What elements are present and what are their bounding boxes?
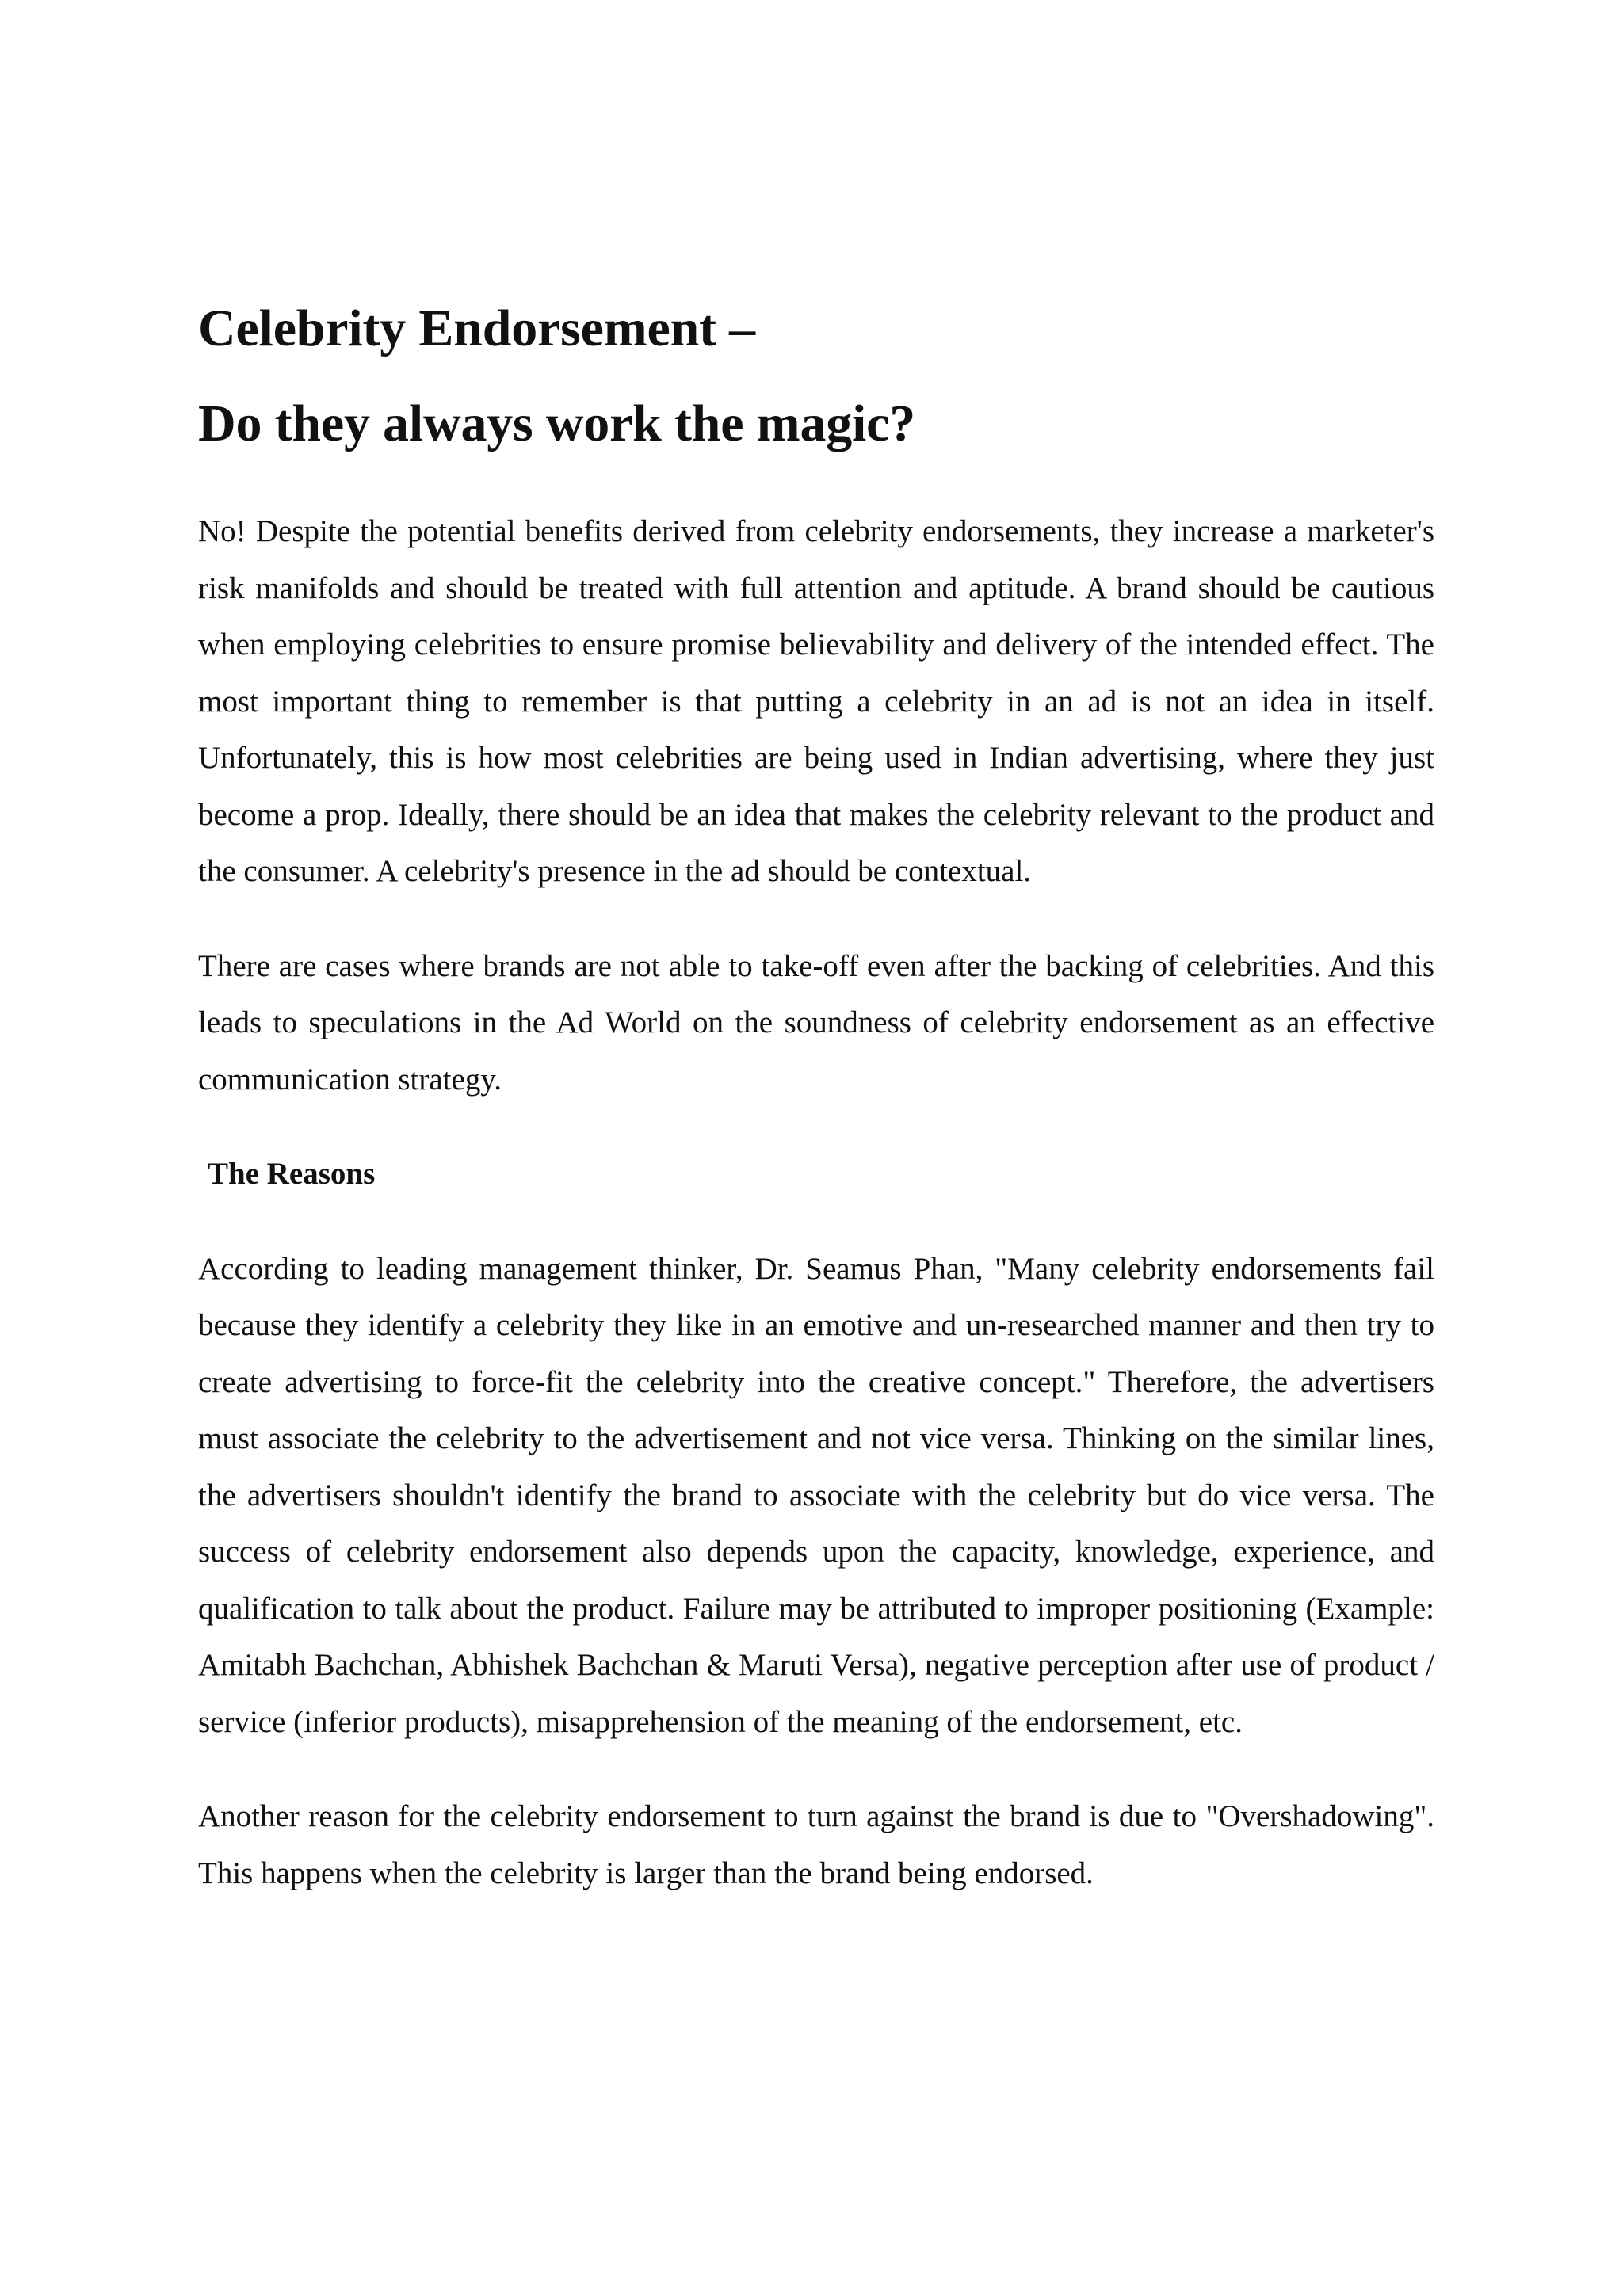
paragraph-overshadowing: Another reason for the celebrity endorsement to turn against the brand is due to "Overshadowing". This happens when the celebrity is larger than the brand being endorsed. bbox=[198, 1799, 1434, 1890]
title-line-2: Do they always work the magic? bbox=[198, 395, 916, 452]
paragraph-cases: There are cases where brands are not able to take-off even after the backing of celebrities. And this leads to speculations in the Ad World on the soundness of celebrity endorsement as an effective communication strategy. bbox=[198, 948, 1434, 1097]
title-line-1: Celebrity Endorsement – bbox=[198, 299, 755, 357]
paragraph-reasons: According to leading management thinker, Dr. Seamus Phan, "Many celebrity endorsements fail because they identify a celebrity they like in an emotive and un-researched manner and then try to create advertising to force-fit the celebrity into the creative concept." Therefore, the advertisers must associate the celebrity to the advertisement and not vice versa. Thinking on the similar lines, the advertisers shouldn't identify the brand to associate with the celebrity but do vice versa. The success of celebrity endorsement also depends upon the capacity, knowledge, experience, and qualification to talk about the product. Failure may be attributed to improper positioning (Example: Amitabh Bachchan, Abhishek Bachchan & Maruti Versa), negative perception after use of product / service (inferior products), misapprehension of the meaning of the endorsement, etc. bbox=[198, 1251, 1434, 1739]
section-heading-reasons: The Reasons bbox=[208, 1157, 376, 1191]
document-page bbox=[198, 281, 1434, 1901]
document-title bbox=[198, 281, 1434, 471]
paragraph-intro: No! Despite the potential benefits derived from celebrity endorsements, they increase a marketer's risk manifolds and should be treated with full attention and aptitude. A brand should be cautious when employing celebrities to ensure promise believability and delivery of the intended effect. The most important thing to remember is that putting a celebrity in an ad is not an idea in itself. Unfortunately, this is how most celebrities are being used in Indian advertising, where they just become a prop. Ideally, there should be an idea that makes the celebrity relevant to the product and the consumer. A celebrity's presence in the ad should be contextual. bbox=[198, 514, 1434, 888]
